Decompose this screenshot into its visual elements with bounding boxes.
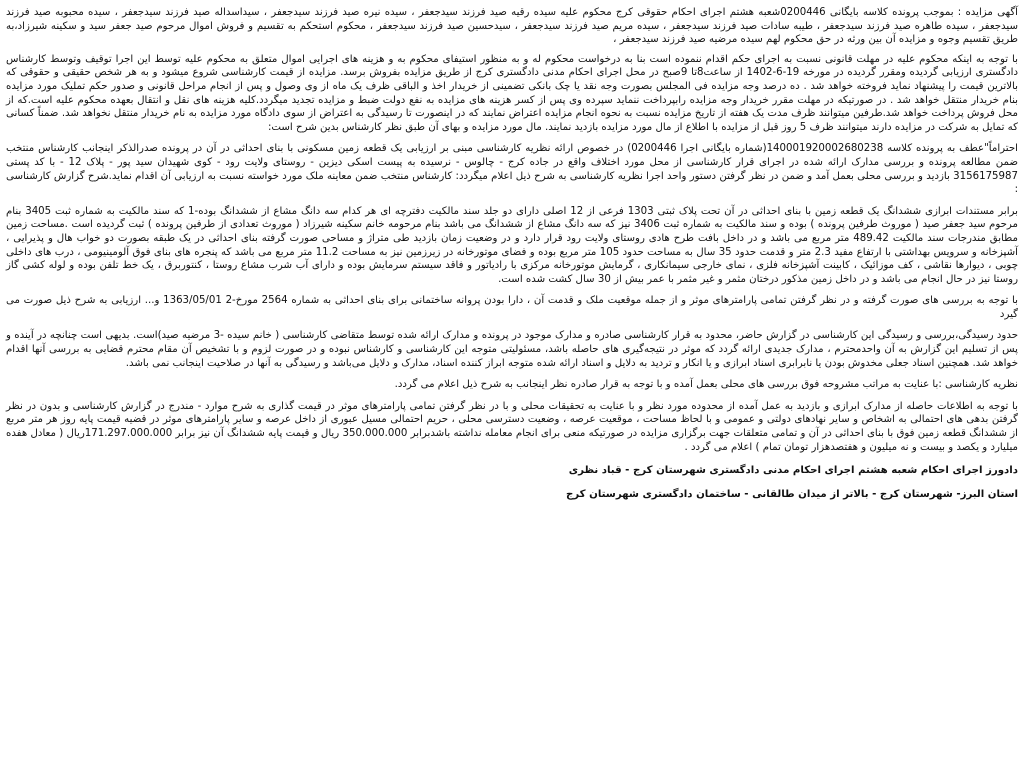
bailiff-signature: دادورز اجرای احکام شعبه هشتم اجرای احکام مدنی دادگستری شهرستان کرج - قباد نظری bbox=[568, 465, 1018, 477]
scope-paragraph: حدود رسیدگی،بررسی و رسیدگی این کارشناسی در گزارش حاضر، محدود به قرار کارشناسی صادره و مدارک موجود در پرونده و مدارک ارائه شده توسط متقاضی کارشناسی ( خانم سیده -3 مرضیه صید)است. بدیهی است چنانچه در آینده و پس از تسلیم این گزارش به آن واحدمحترم ، مدارک جدیدی ارائه گردد که موثر در نتیجه‌گیری های حاصله باشد، مسئولیتی متوجه این کارشناسی و کارشناس نبوده و در صورت لزوم و با تشخیص آن مقام محترم قضایی به بررسی آنها اقدام خواهد شد. همچنین اسناد جعلی مخدوش بودن یا نابرابری اسناد ابرازی و یا انکار و تردید به دلایل و اسناد ارائه شده متوجه ابراز کننده اسناد، مدارک و دلایل می‌باشد و رسیدگی به آنها در صلاحیت اینجانب نمی باشد. bbox=[6, 330, 1018, 369]
case-reference-paragraph: احتراماً"عطف به پرونده کلاسه 140001920002680238(شماره بایگانی اجرا 0200446) در خصوص ارائه نظریه کارشناسی مبنی بر ارزیابی یک قطعه زمین مسکونی با بنای احداثی در آن در پرونده صدرالذکر اینجانب کارشناس منتخب ضمن مطالعه پرونده و بررسی مدارک ارائه شده در اجرای قرار کارشناسی از محل مورد اختلاف واقع در جاده کرج - چالوس - نرسیده به پیست اسکی دیزین - روستای ولایت رود - کوی شهیدان سید پور - پلاک 12 - با کد پستی 3156175987 بازدید و بررسی محلی بعمل آمد و ضمن در نظر گرفتن دستور واحد اجرا نظریه کارشناسی به شرح ذیل اعلام میگردد: کارشناس منتخب ضمن معاینه ملک مورد خواسته نسبت به ارزیابی آن اقدام نماید.شرح گزارش کارشناسی : bbox=[6, 143, 1018, 196]
property-description-paragraph: برابر مستندات ابرازی ششدانگ یک قطعه زمین با بنای احداثی در آن تحت پلاک ثبتی 1303 فرعی از 12 اصلی دارای دو جلد سند مالکیت دفترچه ای هر کدام سه دانگ مشاع از ششدانگ بوده-1 که سند مالکیت به شماره ثبت 3405 بنام مرحوم سید جعفر صید ( موروث طرفین پرونده ) بوده و سند مالکیت به شماره ثبت 3406 نیز که سه دانگ مشاع از ششدانگ می باشد بنام مرحومه خانم سکینه شیرزاد ( موروث تعدادی از طرفین پرونده ) ثبت گردیده است .مساحت زمین مطابق مندرجات سند مالکیت 489.42 متر مربع می باشد و در داخل بافت طرح هادی روستای ولایت رود قرار دارد و در وضعیت زمان بازدید طی متراژ و مساحی صورت گرفته بنای احداثی در یک طبقه بصورت دو خواب هال و پذیرایی ، آشپزخانه و سرویس بهداشتی با ارتفاع مفید 2.3 متر و قدمت حدود 35 سال به مساحت حدود 105 متر مربع بوده و فضای موتورخانه در زیرزمین نیز به مساحت 11.2 متر مربع می باشد که پنجره های بنای فوق آلومینیومی ، درب های داخلی چوبی ، دیوارها نقاشی ، کف موزائیک ، کابینت آشپزخانه فلزی ، نمای خارجی سیمانکاری ، گرمایش موتورخانه مرکزی با رادیاتور و فاقد سیستم سرمایش بوده و دارای آب شرب مشاع روستا ، کنتوربرق ، یک خط تلفن بوده و لوله کشی گاز روستا نیز در حال انجام می باشد و در داخل زمین مذکور درختان مثمر و غیر مثمر با عمر بیش از 30 سال کشت شده است. bbox=[6, 205, 1019, 285]
court-address: استان البرز- شهرستان کرج - بالاتر از میدان طالقانی - ساختمان دادگستری شهرستان کرج bbox=[565, 488, 1018, 500]
permit-paragraph: با توجه به بررسی های صورت گرفته و در نظر گرفتن تمامی پارامترهای موثر و از جمله موقعیت ملک و قدمت آن ، دارا بودن پروانه ساختمانی برای بنای احداثی به شماره 2564 مورخ-2 1363/05/01 و... ارزیابی به شرح ذیل صورت می گیرد bbox=[6, 295, 1018, 320]
auction-terms-paragraph: با توجه به اینکه محکوم علیه در مهلت قانونی نسبت به اجرای حکم اقدام ننموده است بنا به درخواست محکوم له و به منظور استیفای محکوم به و هزینه های اجرایی اموال متعلق به محکوم علیه توسط این اجرا توقیف وتوسط کارشناس دادگستری ارزیابی گردیده ومقرر گردیده در مورخه 19-6-1402 از ساعت8تا 9صبح در محل اجرای احکام مدنی دادگستری کرج از طریق مزایده بفروش برسد. مزایده از قیمت کارشناسی شروع میشود و به هر شخص حقیقی و حقوقی که بالاترین قیمت را پیشنهاد نماید فروخته خواهد شد . ده درصد وجه مزایده فی المجلس بصورت وجه نقد یا چک بانکی تضمینی از خریدار اخذ و الباقی ظرف یک ماه از وی وصول و پس از انجام مراحل قانونی و صدور حکم تملیک مورد مزایده بنام خریدار منتقل خواهد شد . در صورتیکه در مهلت مقرر خریدار وجه مزایده رابپرداخت ننماید سپرده وی پس از کسر هزینه های مزایده به نفع دولت ضبط و مزایده تجدید میگردد.کلیه هزینه های نقل و انتقال بعهده محکوم علیه است.که از محل فروش پرداخت خواهد شد.طرفین میتوانند ظرف مدت یک هفته از تاریخ مزایده نسبت به نحوه انجام مزایده اعتراض نمایند که در اینصورت تا رسیدگی به اعتراض از سوی دادگاه مورد مزایده به نام خریدار منتقل نخواهد شد. ضمناً کسانی که تمایل به شرکت در مزایده دارند میتوانند ظرف 5 روز قبل از مزایده با اطلاع از مال مورد مزایده بازدید نمایند. مال مورد مزایده و بهای آن طبق نظر کارشناس بدین شرح است: bbox=[6, 53, 1018, 133]
expert-opinion-intro: نظریه کارشناسی :با عنایت به مراتب مشروحه فوق بررسی های محلی بعمل آمده و با توجه به قرار صادره نظر اینجانب به شرح ذیل اعلام می گردد. bbox=[394, 379, 1018, 391]
notice-heading-paragraph: آگهی مزایده : بموجب پرونده کلاسه بایگانی 0200446شعبه هشتم اجرای احکام حقوقی کرج محکوم علیه سیده رقیه صید فرزند سیدجعفر ، سیده نیره صید فرزند سیدجعفر ، سیداسداله صید فرزند سیدجعفر ، سیده محبوبه صید فرزند سیدجعفر ، سیده طاهره صید فرزند سیدجعفر ، طیبه سادات صید فرزند سیدجعفر ، سیده مریم صید فرزند سیدجعفر ، سیدحسین صید فرزند سیدجعفر ، محکوم استحکم به تقسیم و فروش اموال مرحوم صید جعفر سید و سکینه شیرزاد،به طریق تقسیم وجوه و مزایده آن بین ورثه در حق محکوم لهم سیده مرضیه صید فرزند سیدجعفر ، bbox=[6, 7, 1018, 46]
auction-notice bbox=[6, 6, 1018, 754]
valuation-paragraph: با توجه به اطلاعات حاصله از مدارک ابرازی و بازدید به عمل آمده از محدوده مورد نظر و با عنایت به تحقیقات محلی و با در نظر گرفتن تمامی پارامترهای موثر در قیمت گذاری به شرح موارد - مندرج در گزارش کارشناسی و بدون در نظر گرفتن بدهی های احتمالی به اشخاص و سایر نهادهای دولتی و عمومی و با لحاظ مساحت ، موقعیت عرصه ، وضعیت دسترسی محلی ، حریم احتمالی مسیل عبوری از داخل عرصه و سایر پارامترهای موثر در قضیه قیمت پایه روز هر متر مربع از ششدانگ قطعه زمین فوق با بنای احداثی در آن و تمامی متعلقات جهت برگزاری مزایده در صورتیکه منعی برای انجام معامله نداشته باشدبرابر 350.000.000 ریال و قیمت پایه ششدانگ آن نیز برابر 171.297.000.000ریال ( معادل هفده میلیارد و یکصد و بیست و نه میلیون و هفتصدهزار تومان تمام ) اعلام می گردد . bbox=[6, 400, 1018, 453]
